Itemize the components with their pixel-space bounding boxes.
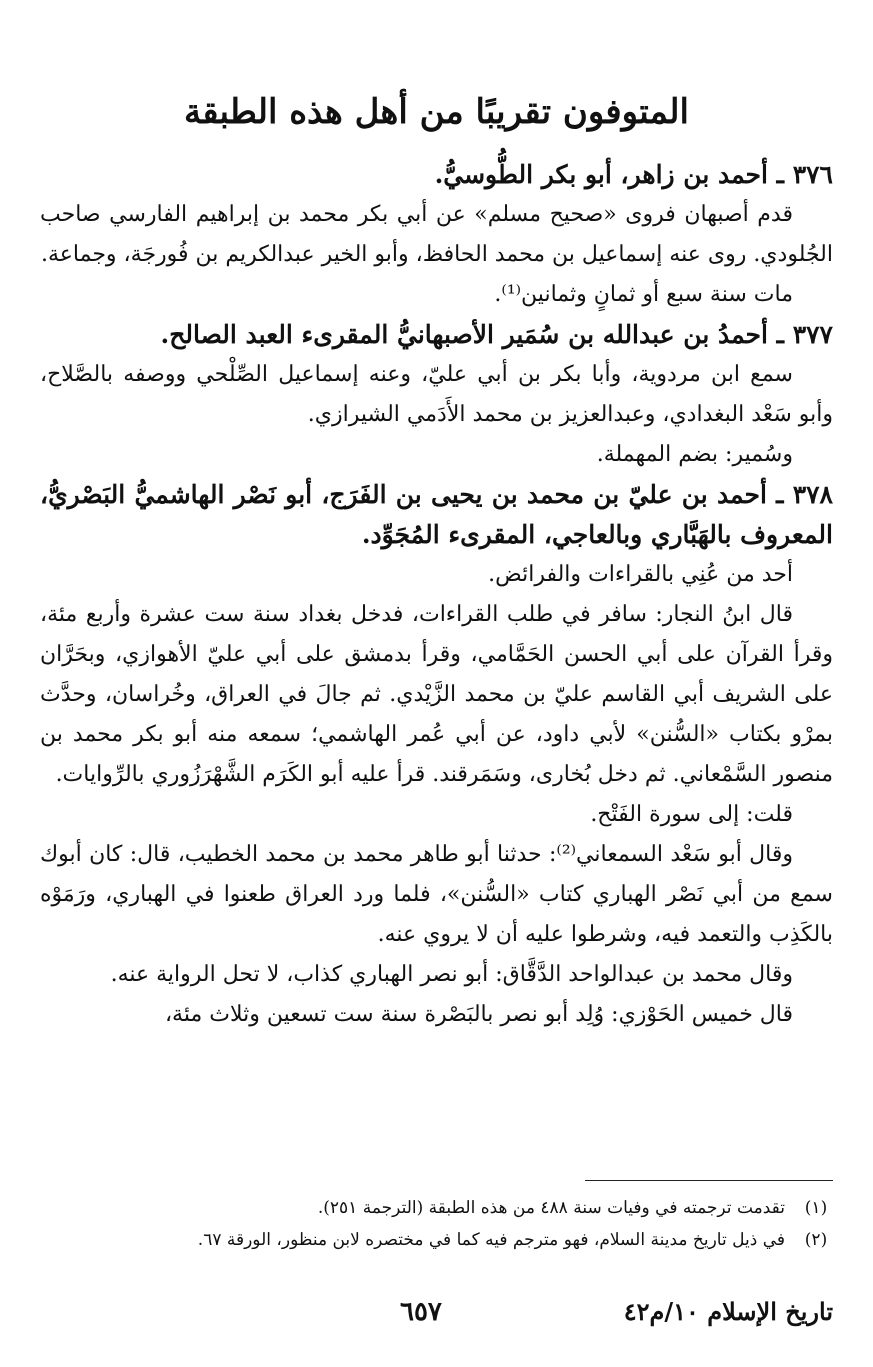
entry-paragraph: قال ابنُ النجار: سافر في طلب القراءات، فدخل بغداد سنة ست عشرة وأربع مئة، وقرأ القرآن على أبي الحسن الحَمَّامي، وقرأ بدمشق على أبي عليّ الأهوازي، وبحَرَّان على الشريف أبي القاسم عليّ بن محمد الزَّيْدي. ثم جالَ في العراق، وخُراسان، وحدَّث بمرْو بكتاب «السُّنن» لأبي داود، عن أبي عُمر الهاشمي؛ سمعه منه أبو بكر محمد بن منصور السَّمْعاني. ثم دخل بُخارى، وسَمَرقند. قرأ عليه أبو الكَرَم الشَّهْرَزُوري بالرِّوايات.: [40, 602, 833, 787]
footnote-text: تقدمت ترجمته في وفيات سنة ٤٨٨ من هذه الطبقة (الترجمة ٢٥١).: [317, 1198, 785, 1218]
entry-378: [40, 475, 833, 1035]
footnote-text: في ذيل تاريخ مدينة السلام، فهو مترجم فيه كما في مختصره لابن منظور، الورقة ٦٧.: [197, 1230, 785, 1250]
entry-377: [40, 315, 833, 475]
series-signature: تاريخ الإسلام ١٠/م٤٢: [623, 1297, 833, 1326]
chapter-title: المتوفون تقريبًا من أهل هذه الطبقة: [184, 92, 689, 132]
entry-376: [40, 155, 833, 315]
entry-paragraph: قدم أصبهان فروى «صحيح مسلم» عن أبي بكر محمد بن إبراهيم الفارسي صاحب الجُلودي. روى عنه إسماعيل بن محمد الحافظ، وأبو الخير عبدالكريم بن فُورجَة، وجماعة.: [40, 202, 833, 267]
footnote-number: (١): [804, 1198, 828, 1218]
page-number: ٦٥٧: [400, 1297, 442, 1327]
entry-heading: ٣٧٧ ـ أحمدُ بن عبدالله بن سُمَير الأصبهانيُّ المقرىء العبد الصالح.: [160, 320, 833, 349]
footnote: [40, 1192, 833, 1224]
entry-heading: ٣٧٨ ـ أحمد بن عليّ بن محمد بن يحيى بن الفَرَج، أبو نَصْر الهاشميُّ البَصْريُّ، المعروف بالهَبَّاري وبالعاجي، المقرىء المُجَوِّد.: [40, 480, 833, 549]
entry-paragraph: أحد من عُنِي بالقراءات والفرائض.: [488, 562, 793, 587]
footnote: [40, 1224, 833, 1256]
entry-paragraph: قلت: إلى سورة الفَتْح.: [590, 802, 793, 827]
entry-paragraph: مات سنة سبع أو ثمانٍ وثمانين⁽¹⁾.: [494, 282, 793, 307]
page-footer: [40, 1292, 833, 1338]
entry-paragraph: وسُمير: بضم المهملة.: [596, 442, 793, 467]
entry-paragraph: قال خميس الحَوْزي: وُلِد أبو نصر بالبَصْرة سنة ست تسعين وثلاث مئة،: [164, 1002, 793, 1027]
footnote-number: (٢): [804, 1230, 828, 1250]
entry-paragraph: وقال أبو سَعْد السمعاني⁽²⁾: حدثنا أبو طاهر محمد بن محمد الخطيب، قال: كان أبوك سمع من أبي نَصْر الهباري كتاب «السُّنن»، فلما ورد العراق طعنوا في الهباري، ورَمَوْه بالكَذِب والتعمد فيه، وشرطوا عليه أن لا يروي عنه.: [40, 842, 833, 947]
entry-heading: ٣٧٦ ـ أحمد بن زاهر، أبو بكر الطُّوسيُّ.: [434, 160, 833, 189]
footnote-divider: [585, 1180, 833, 1181]
footnotes: [40, 1192, 833, 1256]
main-text: [40, 155, 833, 1035]
entry-paragraph: وقال محمد بن عبدالواحد الدَّقَّاق: أبو نصر الهباري كذاب، لا تحل الرواية عنه.: [110, 962, 793, 987]
entry-paragraph: سمع ابن مردوية، وأبا بكر بن أبي عليّ، وعنه إسماعيل الصِّلْحي ووصفه بالصَّلاح، وأبو سَعْد البغدادي، وعبدالعزيز بن محمد الأَدَمي الشيرازي.: [40, 362, 833, 427]
